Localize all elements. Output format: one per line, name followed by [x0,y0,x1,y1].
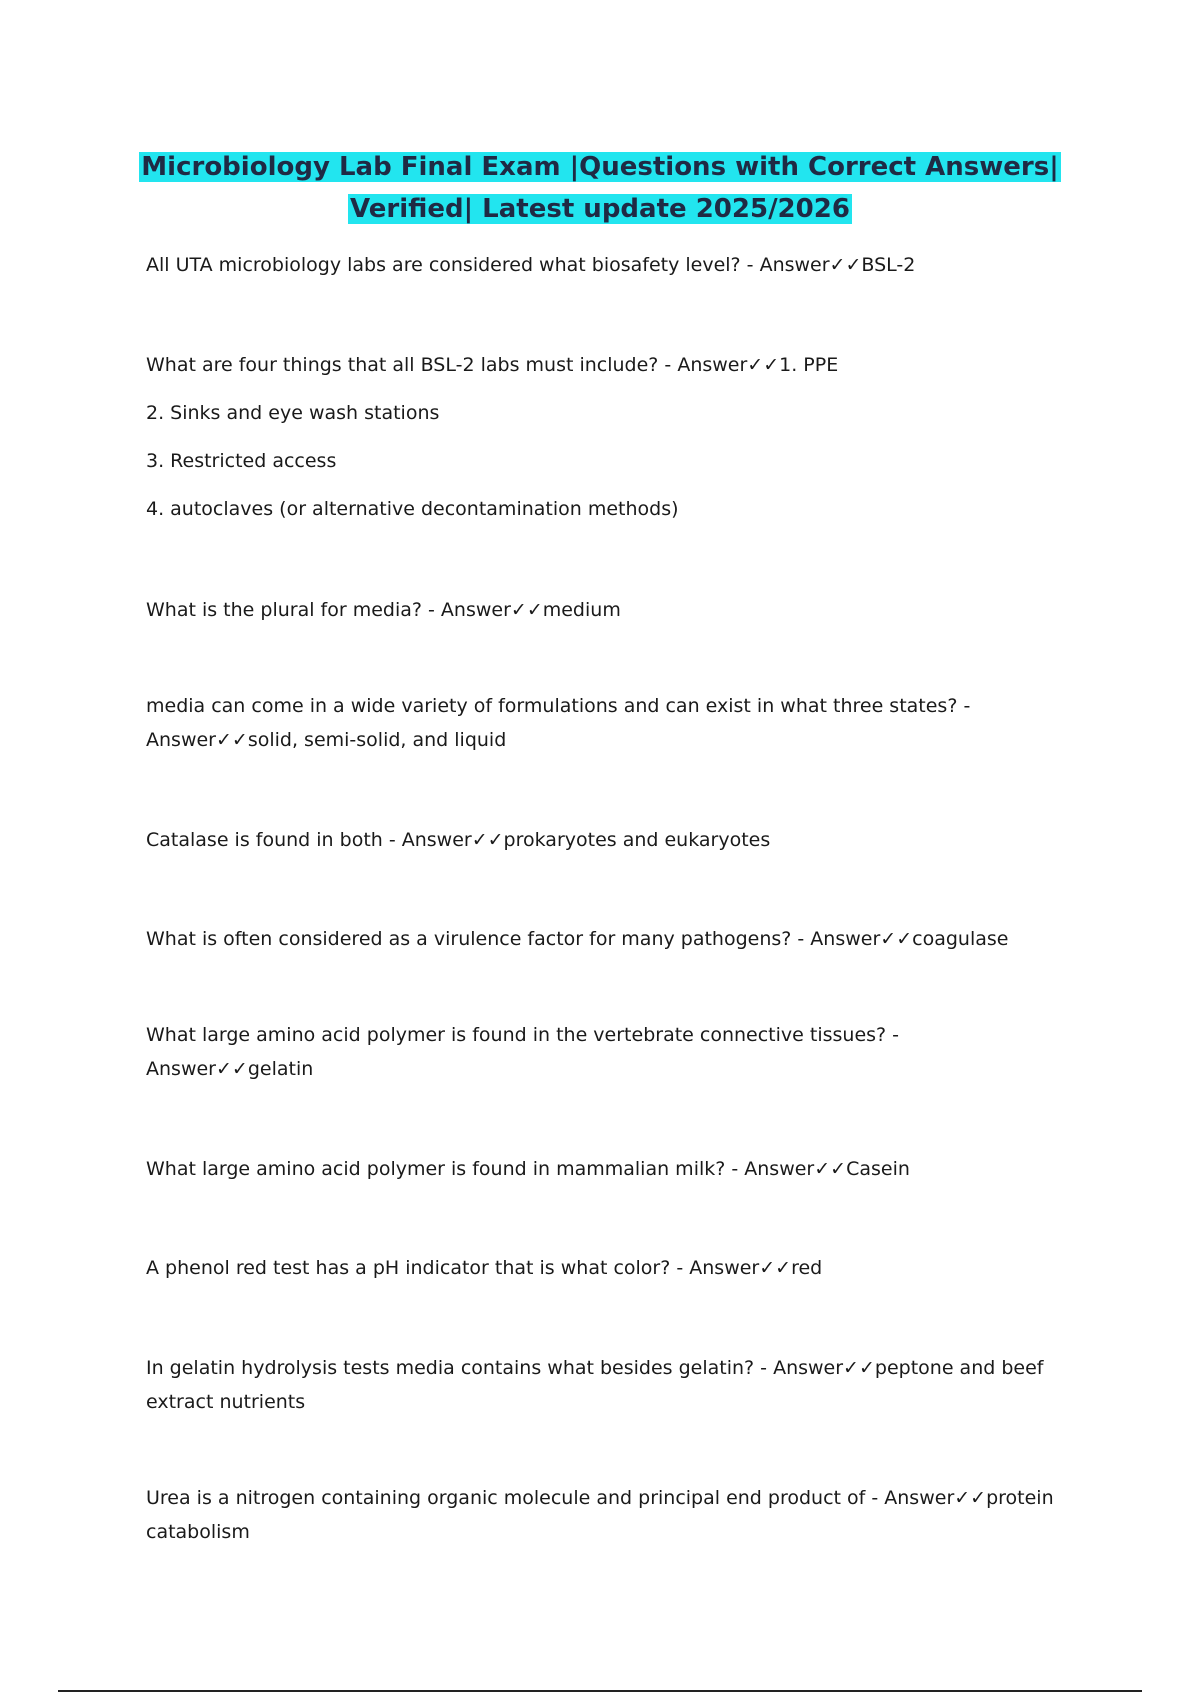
document-title [100,146,1100,230]
qa-item-7 [146,1018,1066,1086]
qa-text: What large amino acid polymer is found in the vertebrate connective tissues? - Answer✓✓gelatin [146,1024,900,1080]
qa-item-6 [146,922,1066,956]
qa-text: Catalase is found in both - Answer✓✓prokaryotes and eukaryotes [146,829,771,851]
title-line-2: Verified| Latest update 2025/2026 [350,194,850,224]
qa-text: What large amino acid polymer is found in mammalian milk? - Answer✓✓Casein [146,1158,910,1180]
qa-item-5 [146,823,1066,857]
qa-item-1 [146,248,1066,282]
qa-item-11 [146,1481,1066,1549]
qa-item-3 [146,593,1066,627]
page-bottom-rule [58,1690,1142,1692]
title-line-1: Microbiology Lab Final Exam |Questions with Correct Answers| [141,152,1059,182]
qa-text: A phenol red test has a pH indicator that is what color? - Answer✓✓red [146,1257,823,1279]
qa-item-4 [146,689,1066,757]
qa-text: In gelatin hydrolysis tests media contains what besides gelatin? - Answer✓✓peptone and beef extract nutrients [146,1357,1044,1413]
qa-text: All UTA microbiology labs are considered what biosafety level? - Answer✓✓BSL-2 [146,254,916,276]
qa-item-8 [146,1152,1066,1186]
qa-item-9 [146,1251,1066,1285]
qa-item-10 [146,1351,1066,1419]
qa-text: Urea is a nitrogen containing organic molecule and principal end product of - Answer✓✓protein catabolism [146,1487,1054,1543]
qa-list-line: 3. Restricted access [146,450,337,472]
qa-item-2 [146,348,1066,526]
qa-text: What is the plural for media? - Answer✓✓medium [146,599,621,621]
qa-list-line: 2. Sinks and eye wash stations [146,402,440,424]
qa-list-line: 4. autoclaves (or alternative decontamination methods) [146,498,679,520]
qa-text: What are four things that all BSL-2 labs must include? - Answer✓✓1. PPE [146,354,839,376]
qa-text: media can come in a wide variety of formulations and can exist in what three states? - Answer✓✓solid, semi-solid, and liquid [146,695,971,751]
qa-text: What is often considered as a virulence factor for many pathogens? - Answer✓✓coagulase [146,928,1009,950]
